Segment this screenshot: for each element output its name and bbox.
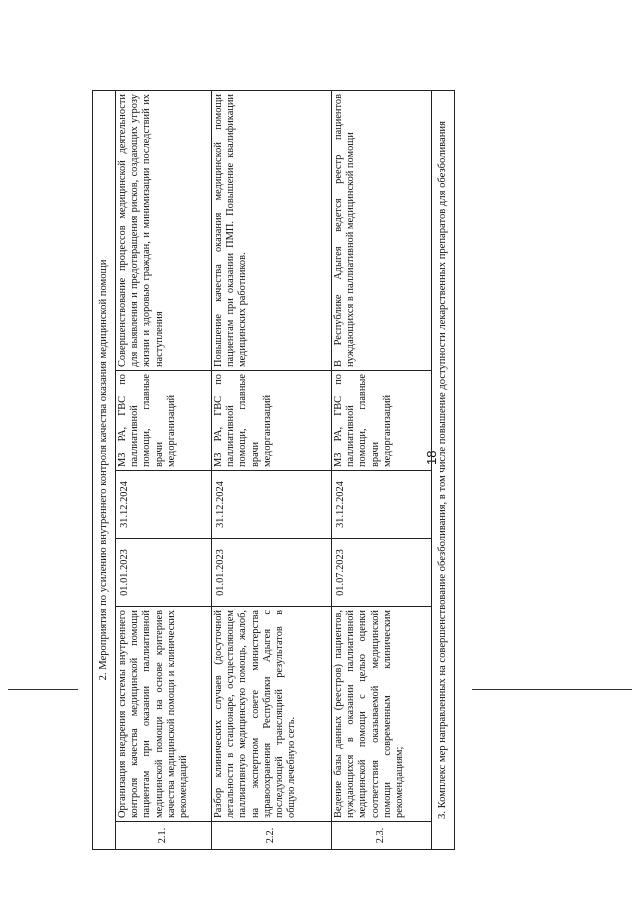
row-number: 2.2. — [212, 822, 332, 850]
measure-cell: Ведение базы данных (реестров) пациентов, нуждающихся в оказании паллиативной медицинской помощи с целью оценки соответствия оказываемой медицинской помощи современным клиническим рекомендациям; — [332, 607, 432, 822]
result-cell: Повышение качества оказания медицинской помощи пациентам при оказании ПМП. Повышение квалификации медицинских работников. — [212, 91, 332, 371]
page-number: 18 — [424, 450, 439, 465]
table-row — [332, 91, 432, 850]
section-3-row — [432, 91, 455, 850]
row-number: 2.3. — [332, 822, 432, 850]
table-row — [116, 91, 212, 850]
end-date: 31.12.2024 — [116, 471, 212, 539]
responsible-cell: МЗ РА, ГВС по паллиативной помощи, главные врачи медорганизаций — [332, 371, 432, 471]
scan-line-left — [8, 689, 78, 690]
section-3-heading: 3. Комплекс мер направленных на совершенствование обезболивания, в том числе повышение доступности лекарственных препаратов для обезболивания — [432, 91, 455, 850]
section-2-row — [93, 91, 116, 850]
table-row — [212, 91, 332, 850]
scan-line-right — [472, 689, 632, 690]
measure-cell: Организация внедрения системы внутреннего контроля качества медицинской помощи пациентам при оказании паллиативной медицинской помощи на основе критериев качества медицинской помощи и клинических рекомендаций — [116, 607, 212, 822]
start-date: 01.07.2023 — [332, 539, 432, 607]
responsible-cell: МЗ РА, ГВС по паллиативной помощи, главные врачи медорганизаций — [116, 371, 212, 471]
responsible-cell: МЗ РА, ГВС по паллиативной помощи, главные врачи медорганизаций — [212, 371, 332, 471]
row-number: 2.1. — [116, 822, 212, 850]
end-date: 31.12.2024 — [212, 471, 332, 539]
rotated-table-wrapper — [92, 90, 448, 850]
result-cell: Совершенствование процессов медицинской деятельности для выявления и предотвращения рисков, создающих угрозу жизни и здоровью граждан, и минимизации последствий их наступления — [116, 91, 212, 371]
measure-cell: Разбор клинических случаев (досуточной летальности в стационаре, осуществляющем паллиативную медицинскую помощь, жалоб, на экспертном совете министерства здравоохранения Республики Адыгея с последующей трансляцией результатов в общую лечебную сеть. — [212, 607, 332, 822]
start-date: 01.01.2023 — [116, 539, 212, 607]
section-2-heading: 2. Мероприятия по усилению внутреннего контроля качества оказания медицинской помощи — [93, 91, 116, 850]
measures-table — [92, 90, 455, 850]
end-date: 31.12.2024 — [332, 471, 432, 539]
result-cell: В Республике Адыгея ведется реестр пациентов нуждающихся в паллиативной медицинской помощи — [332, 91, 432, 371]
start-date: 01.01.2023 — [212, 539, 332, 607]
